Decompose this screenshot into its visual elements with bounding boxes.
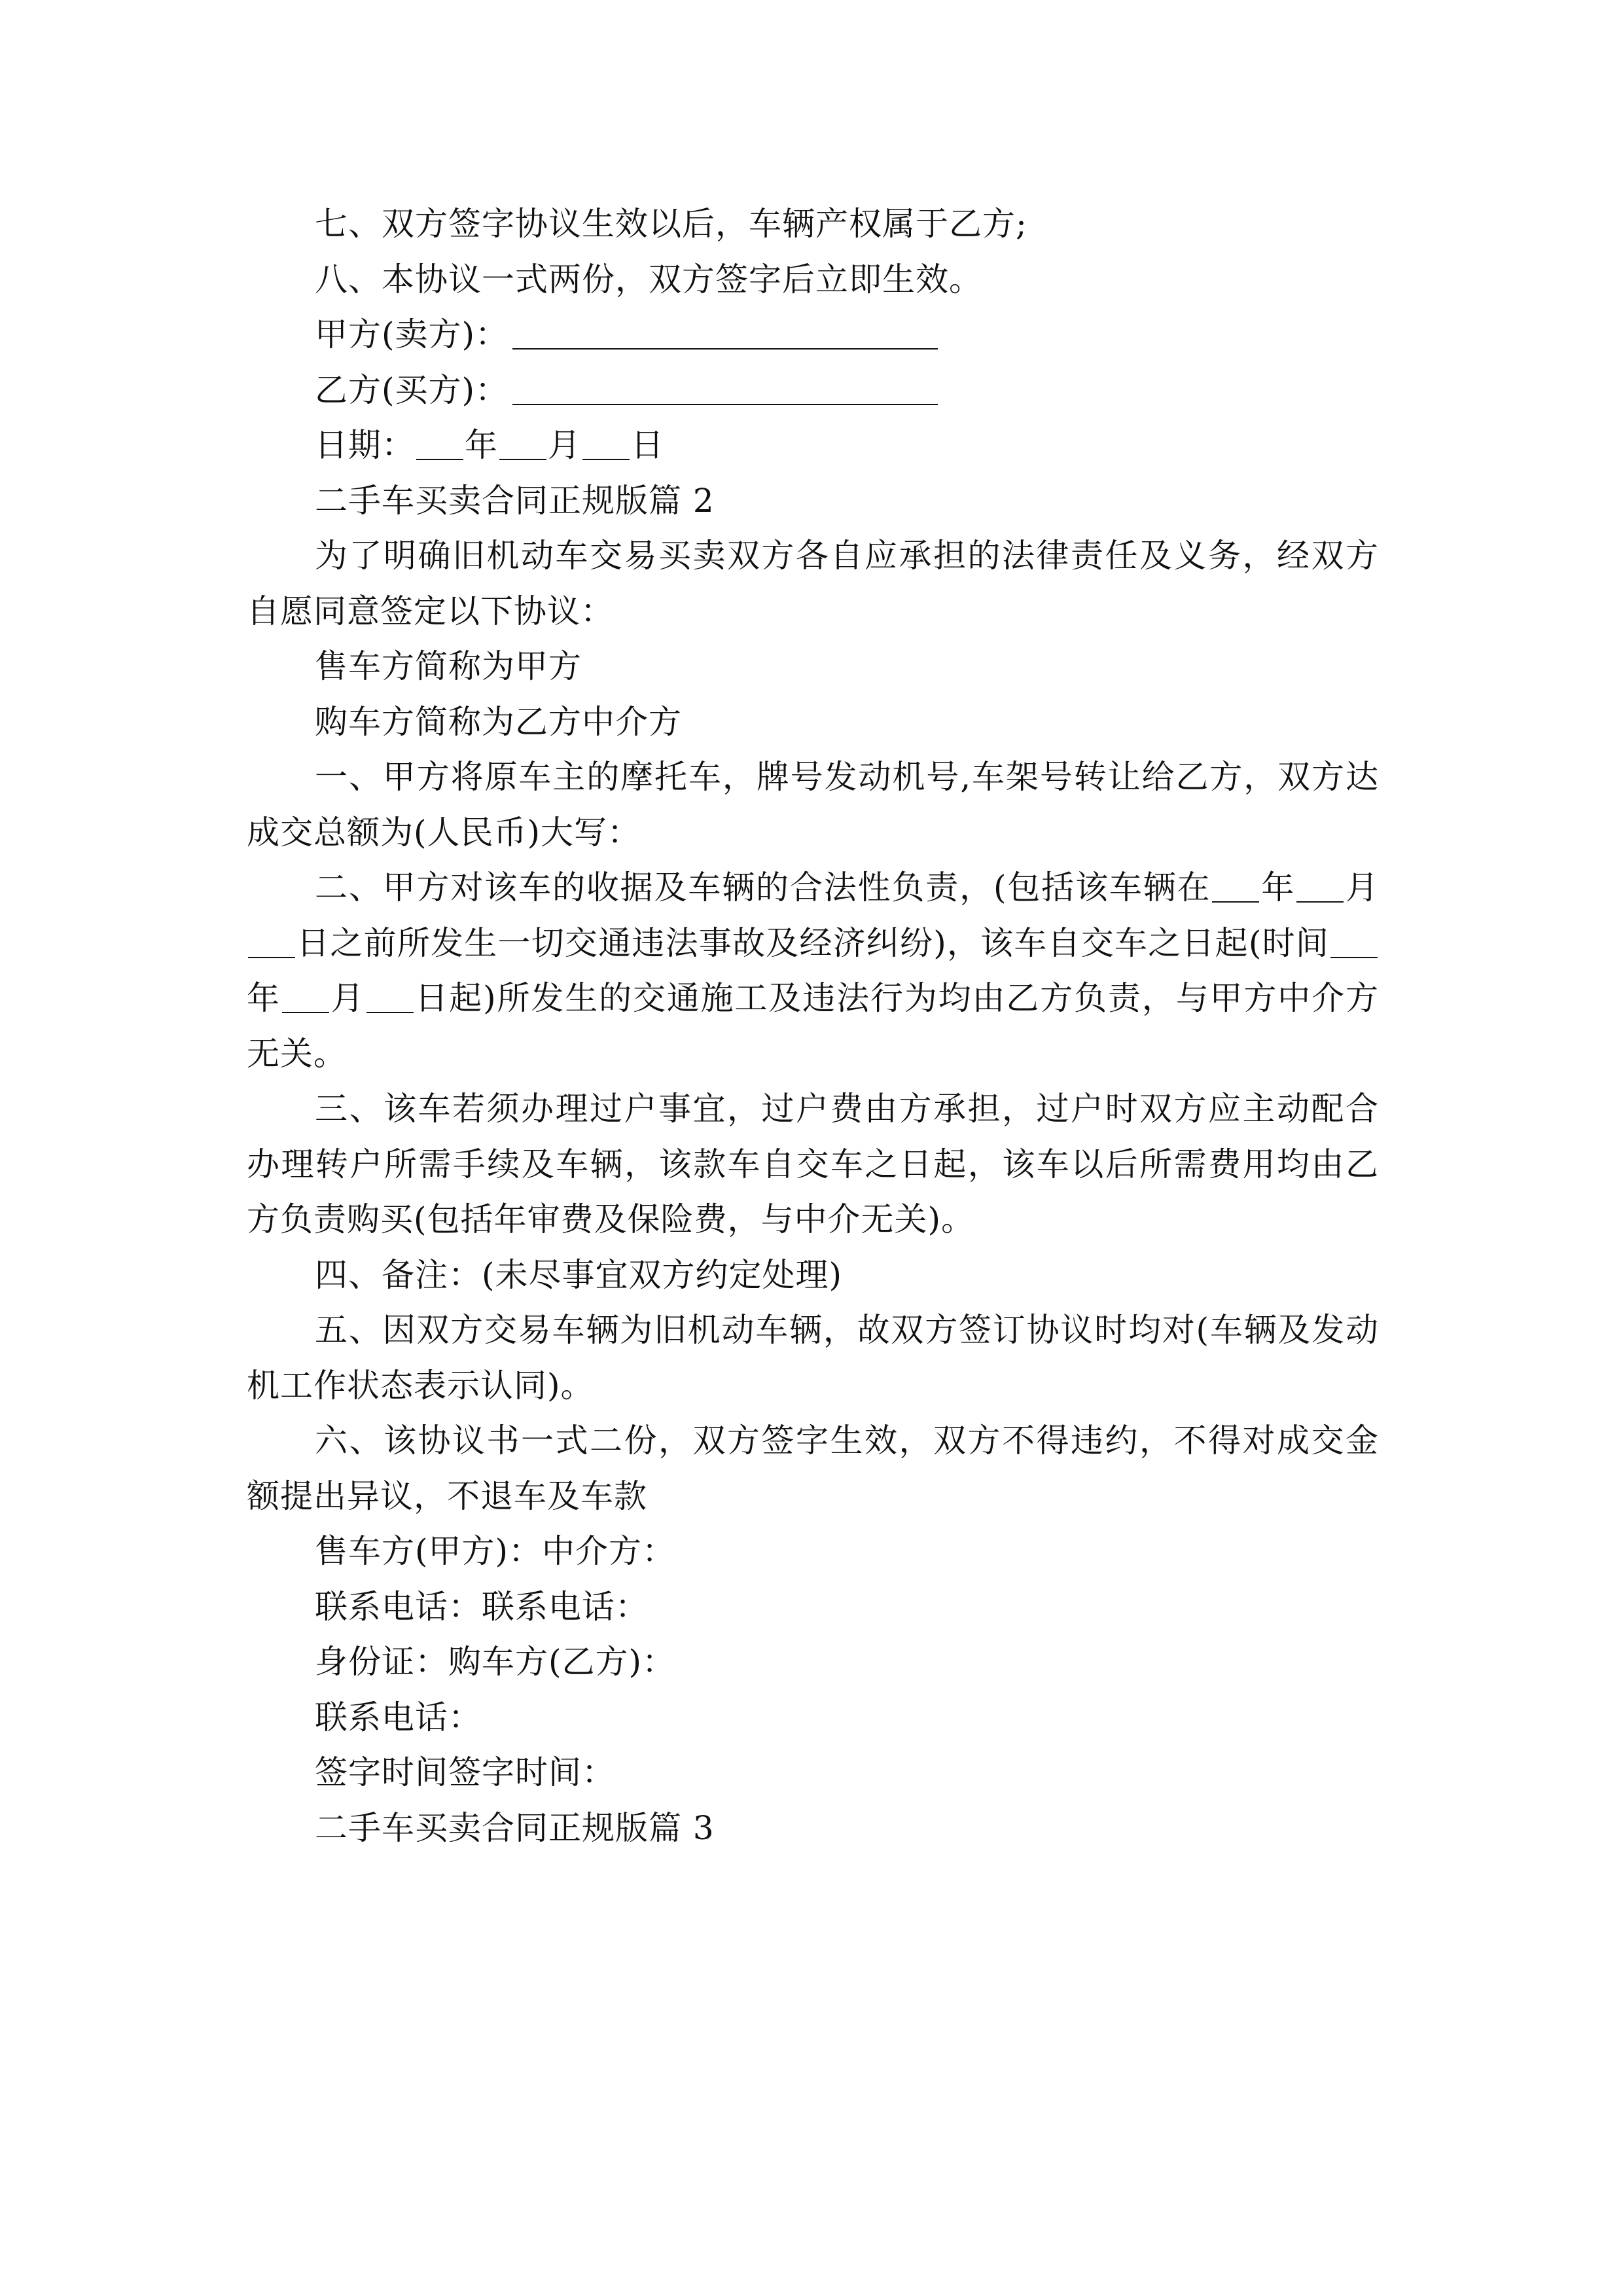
clause-2-month-blank-2 <box>282 979 329 1013</box>
clause-2-day-blank-1 <box>248 924 295 958</box>
clause-1: 一、甲方将原车主的摩托车，牌号发动机号,车架号转让给乙方，双方达成交总额为(人民币)大写： <box>247 758 1379 852</box>
signature-row-1: 售车方(甲方)：中介方： <box>315 1532 676 1570</box>
clause-2-month-1: 月 <box>1345 869 1380 906</box>
clause-2-part-b: 日之前所发生一切交通违法事故及经济纠纷)，该车自交车之日起(时间 <box>296 924 1329 962</box>
buyer-signature-line <box>247 363 1379 418</box>
signature-row-3: 身份证：购车方(乙方)： <box>315 1643 676 1681</box>
clause-2-part-a: 二、甲方对该车的收据及车辆的合法性负责，(包括该车辆在 <box>315 869 1211 906</box>
buyer-label: 乙方(买方)： <box>315 370 509 409</box>
clause-2-year-blank-2 <box>1330 924 1378 958</box>
clause-5: 五、因双方交易车辆为旧机动车辆，故双方签订协议时均对(车辆及发动机工作状态表示认同)。 <box>247 1311 1379 1405</box>
clause-4: 四、备注：(未尽事宜双方约定处理) <box>315 1255 843 1294</box>
date-label: 日期： <box>315 426 415 464</box>
day-unit: 日 <box>631 426 664 464</box>
buyer-abbreviation: 购车方简称为乙方中介方 <box>315 702 682 741</box>
section-2-title: 二手车买卖合同正规版篇 2 <box>315 481 715 520</box>
year-blank <box>416 426 463 460</box>
clause-8: 八、本协议一式两份，双方签字后立即生效。 <box>315 260 982 298</box>
clause-2-year-blank-1 <box>1212 869 1259 903</box>
clause-2-month-2: 月 <box>330 979 365 1017</box>
month-blank <box>499 426 546 460</box>
clause-2-part-c: 日起)所发生的交通施工及违法行为均由乙方负责，与甲方中介方无关。 <box>247 979 1379 1073</box>
signature-row-4: 联系电话： <box>315 1698 482 1736</box>
section-2-intro: 为了明确旧机动车交易买卖双方各自应承担的法律责任及义务，经双方自愿同意签定以下协议： <box>247 537 1379 630</box>
clause-7: 七、双方签字协议生效以后，车辆产权属于乙方; <box>315 205 1027 243</box>
clause-6: 六、该协议书一式二份，双方签字生效，双方不得违约，不得对成交金额提出异议，不退车及车款 <box>247 1422 1379 1515</box>
signature-row-5: 签字时间签字时间： <box>315 1753 615 1791</box>
section-3-title: 二手车买卖合同正规版篇 3 <box>315 1808 715 1847</box>
date-line <box>247 418 1379 473</box>
seller-abbreviation: 售车方简称为甲方 <box>315 647 582 685</box>
seller-signature-line <box>247 307 1379 363</box>
month-unit: 月 <box>548 426 581 464</box>
clause-2-month-blank-1 <box>1296 869 1344 903</box>
document-body <box>247 196 1379 1856</box>
signature-row-2: 联系电话：联系电话： <box>315 1587 649 1626</box>
clause-2-day-blank-2 <box>366 979 414 1013</box>
clause-2-year-1: 年 <box>1260 869 1296 906</box>
clause-3: 三、该车若须办理过户事宜，过户费由方承担，过户时双方应主动配合办理转户所需手续及车辆，该款车自交车之日起，该车以后所需费用均由乙方负责购买(包括年审费及保险费，与中介无关)。 <box>247 1090 1379 1238</box>
clause-2-year-2: 年 <box>247 979 281 1017</box>
buyer-blank <box>512 371 938 405</box>
seller-label: 甲方(卖方)： <box>315 315 509 353</box>
clause-2 <box>247 860 1379 1081</box>
seller-blank <box>512 315 938 350</box>
year-unit: 年 <box>465 426 498 464</box>
day-blank <box>582 426 630 460</box>
